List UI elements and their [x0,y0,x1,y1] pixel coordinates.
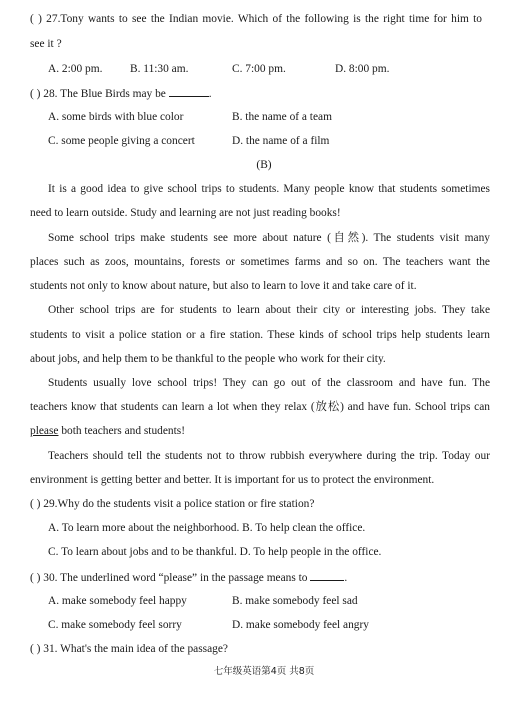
q28-stem [30,86,212,101]
passage-p3-line1: Other school trips are for students to learn about their city or interesting jobs. They take [48,304,490,316]
passage-p1-line2: need to learn outside. Study and learning are not just reading books! [30,207,341,219]
q29-stem: ( ) 29.Why do the students visit a police station or fire station? [30,498,315,510]
q30-stem-text: ( ) 30. The underlined word “please” in the passage means to [30,572,308,584]
passage-p4-line1: Students usually love school trips! They can go out of the classroom and have fun. The [48,377,490,389]
passage-p2-line2: places such as zoos, mountains, forests or sometimes farms and so on. The teachers want the [30,256,490,268]
q28-stem-text: ( ) 28. The Blue Birds may be [30,88,166,100]
q27-option-d: D. 8:00 pm. [335,63,390,75]
q28-option-a: A. some birds with blue color [48,111,184,123]
passage-p5-line2: environment is getting better and better. It is important for us to protect the environment. [30,474,435,486]
passage-p3-line3: about jobs, and help them to be thankful to the people who work for their city. [30,353,386,365]
q28-stem-tail: . [208,88,212,100]
page-footer: 七年级英语第4页 共8页 [213,666,315,677]
q30-option-d: D. make somebody feel angry [232,619,369,631]
underlined-word-please: please [30,425,59,437]
q30-option-b: B. make somebody feel sad [232,595,358,607]
q29-options-line2: C. To learn about jobs and to be thankful. D. To help people in the office. [48,546,382,558]
q27-option-c: C. 7:00 pm. [232,63,286,75]
q31-stem: ( ) 31. What's the main idea of the passage? [30,643,228,655]
passage-p4-line3 [30,424,185,438]
passage-p4-line3-rest: both teachers and students! [58,425,185,437]
q27-option-a: A. 2:00 pm. [48,63,103,75]
passage-p1-line1: It is a good idea to give school trips to students. Many people know that students sometimes [48,183,490,195]
q27-option-b: B. 11:30 am. [130,63,189,75]
passage-p2-line1: Some school trips make students see more about nature (自然). The students visit many [48,232,490,244]
q30-stem-tail: . [344,572,348,584]
q28-option-c: C. some people giving a concert [48,135,195,147]
passage-p3-line2: students to visit a police station or a fire station. These kinds of school trips help students learn [30,329,490,341]
q30-option-c: C. make somebody feel sorry [48,619,182,631]
q30-answer-blank [310,570,344,581]
q28-option-d: D. the name of a film [232,135,330,147]
passage-p5-line1: Teachers should tell the students not to throw rubbish everywhere during the trip. Today our [48,450,490,462]
q28-answer-blank [169,86,209,97]
q27-stem-line2: see it ? [30,38,62,50]
passage-p4-line2: teachers know that students can learn a lot when they relax (放松) and have fun. School trips can [30,401,490,413]
q30-option-a: A. make somebody feel happy [48,595,187,607]
q28-option-b: B. the name of a team [232,111,332,123]
q29-options-line1: A. To learn more about the neighborhood. B. To help clean the office. [48,522,366,534]
q30-stem [30,570,347,585]
section-label: (B) [256,159,272,171]
passage-p2-line3: students not only to know about nature, but also to learn to love it and take care of it. [30,280,417,292]
q27-stem-line1: ( ) 27.Tony wants to see the Indian movie. Which of the following is the right time for him to [30,13,482,25]
